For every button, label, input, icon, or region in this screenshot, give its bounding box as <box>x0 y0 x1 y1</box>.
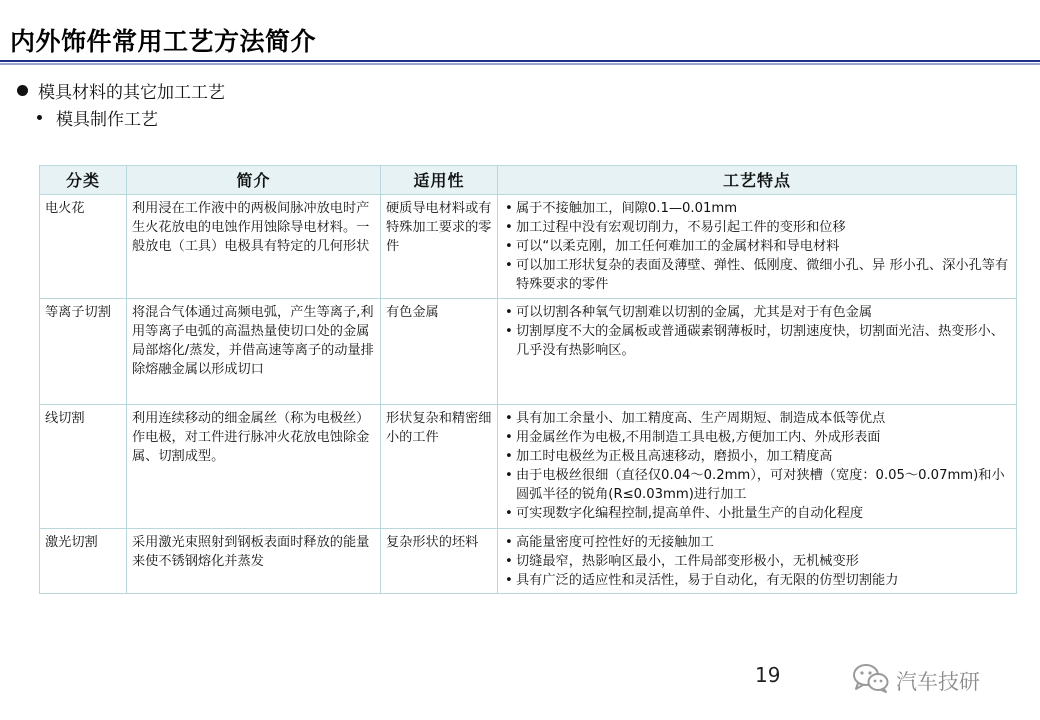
feature-item: • 具有加工余量小、加工精度高、生产周期短、制造成本低等优点 <box>503 409 1011 428</box>
cell-applicability: 复杂形状的坯料 <box>381 529 498 594</box>
table-row <box>40 195 1017 299</box>
features-list <box>503 409 1011 523</box>
cell-applicability: 有色金属 <box>381 299 498 405</box>
table-row <box>40 405 1017 529</box>
feature-item: • 可以“以柔克刚，加工任何难加工的金属材料和导电材料 <box>503 237 1011 256</box>
feature-item: • 可以加工形状复杂的表面及薄壁、弹性、低刚度、微细小孔、异 形小孔、深小孔等有特殊要求的零件 <box>503 256 1011 294</box>
bullet-level1 <box>17 78 225 103</box>
watermark <box>852 662 980 699</box>
feature-item: • 切割厚度不大的金属板或普通碳素钢薄板时，切割速度快，切割面光洁、热变形小、几乎没有热影响区。 <box>503 322 1011 360</box>
title-underline <box>0 60 1040 66</box>
cell-category: 线切割 <box>40 405 127 529</box>
bullet-level1-text: 模具材料的其它加工工艺 <box>38 83 225 103</box>
features-list <box>503 303 1011 360</box>
cell-applicability: 硬质导电材料或有特殊加工要求的零件 <box>381 195 498 299</box>
process-table <box>39 165 1017 594</box>
feature-item: • 高能量密度可控性好的无接触加工 <box>503 533 1011 552</box>
cell-features <box>498 299 1017 405</box>
header-intro: 简介 <box>127 166 381 195</box>
cell-category: 电火花 <box>40 195 127 299</box>
feature-item: • 用金属丝作为电极,不用制造工具电极,方便加工内、外成形表面 <box>503 428 1011 447</box>
features-list <box>503 533 1011 590</box>
cell-applicability: 形状复杂和精密细小的工件 <box>381 405 498 529</box>
bullet-level2-text: 模具制作工艺 <box>56 110 158 130</box>
page-title: 内外饰件常用工艺方法简介 <box>10 27 317 56</box>
bullet-dot <box>17 85 28 96</box>
cell-features <box>498 195 1017 299</box>
cell-intro: 将混合气体通过高频电弧，产生等离子,利用等离子电弧的高温热量使切口处的金属局部熔化/蒸发，并借高速等离子的动量排除熔融金属以形成切口 <box>127 299 381 405</box>
table-header-row <box>40 166 1017 195</box>
bullet-dot-small <box>37 115 42 120</box>
cell-intro: 采用激光束照射到钢板表面时释放的能量来使不锈钢熔化并蒸发 <box>127 529 381 594</box>
cell-intro: 利用浸在工作液中的两极间脉冲放电时产生火花放电的电蚀作用蚀除导电材料。一般放电（工具）电极具有特定的几何形状 <box>127 195 381 299</box>
feature-item: • 属于不接触加工，间隙0.1—0.01mm <box>503 199 1011 218</box>
features-list <box>503 199 1011 294</box>
cell-features <box>498 529 1017 594</box>
feature-item: • 可实现数字化编程控制,提高单件、小批量生产的自动化程度 <box>503 504 1011 523</box>
cell-features <box>498 405 1017 529</box>
watermark-text: 汽车技研 <box>896 669 980 694</box>
feature-item: • 具有广泛的适应性和灵活性，易于自动化，有无限的仿型切割能力 <box>503 571 1011 590</box>
wechat-icon <box>852 662 890 699</box>
header-features: 工艺特点 <box>498 166 1017 195</box>
cell-category: 等离子切割 <box>40 299 127 405</box>
bullet-level2 <box>37 105 158 130</box>
feature-item: • 切缝最窄，热影响区最小，工件局部变形极小，无机械变形 <box>503 552 1011 571</box>
header-applicability: 适用性 <box>381 166 498 195</box>
feature-item: • 由于电极丝很细（直径仅0.04～0.2mm），可对狭槽（宽度：0.05～0.07mm)和小圆弧半径的锐角(R≤0.03mm)进行加工 <box>503 466 1011 504</box>
cell-intro: 利用连续移动的细金属丝（称为电极丝）作电极，对工件进行脉冲火花放电蚀除金属、切割成型。 <box>127 405 381 529</box>
header-category: 分类 <box>40 166 127 195</box>
feature-item: • 加工时电极丝为正极且高速移动，磨损小，加工精度高 <box>503 447 1011 466</box>
table-row <box>40 529 1017 594</box>
page-number: 19 <box>755 663 781 687</box>
feature-item: • 可以切割各种氧气切割难以切割的金属，尤其是对于有色金属 <box>503 303 1011 322</box>
feature-item: • 加工过程中没有宏观切削力，不易引起工件的变形和位移 <box>503 218 1011 237</box>
table-row <box>40 299 1017 405</box>
cell-category: 激光切割 <box>40 529 127 594</box>
